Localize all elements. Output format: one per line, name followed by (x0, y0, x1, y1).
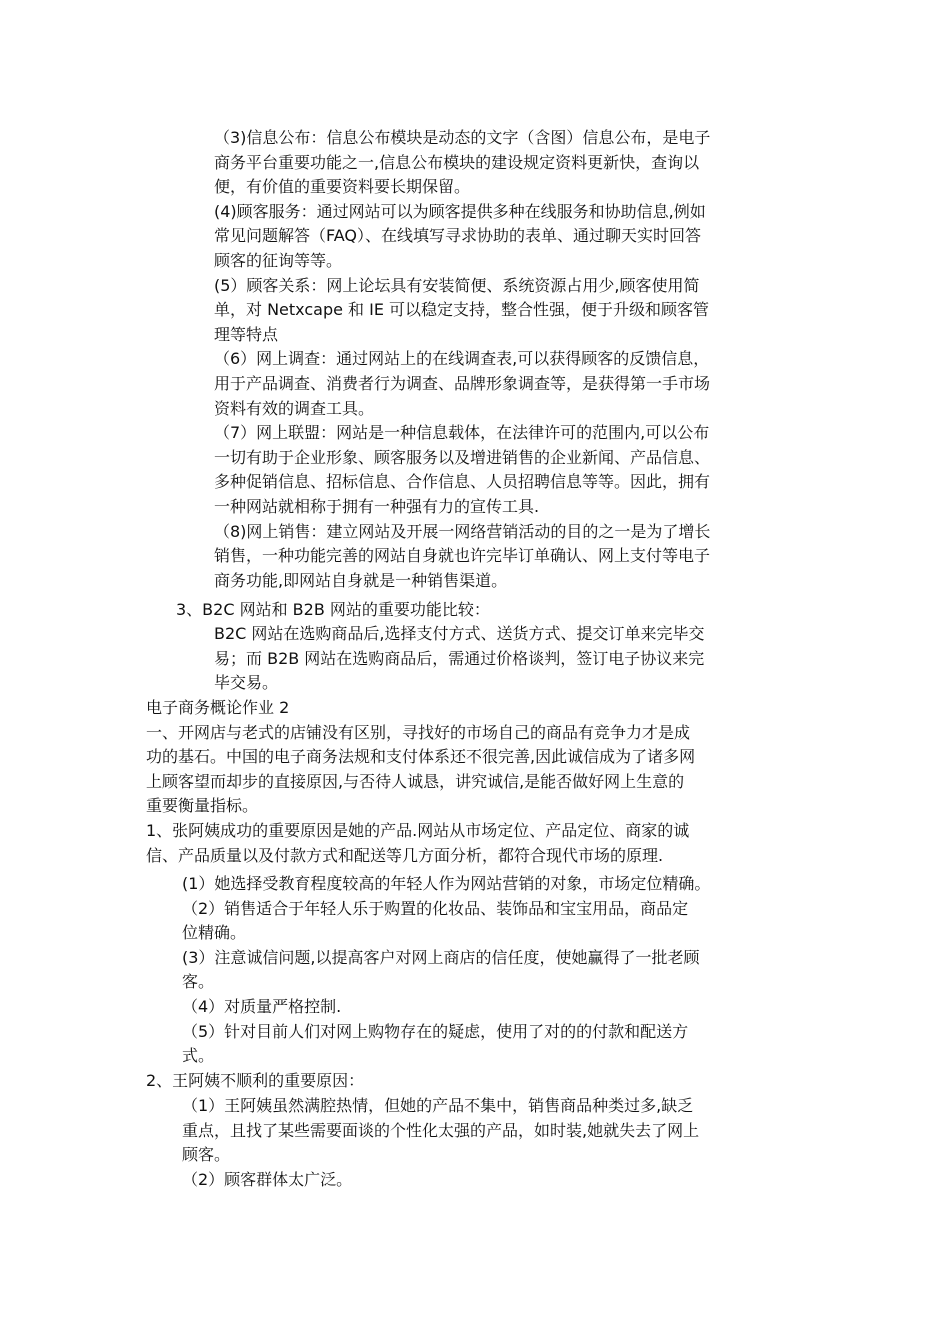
text-line: 商务功能,即网站自身就是一种销售渠道。 (214, 570, 508, 590)
text-line: (5）顾客关系：网上论坛具有安装简便、系统资源占用少,顾客使用简 (214, 275, 700, 295)
website-functions-section (214, 126, 814, 593)
text-line: 便，有价值的重要资料要长期保留。 (214, 177, 471, 197)
text-line: 重要衡量指标。 (146, 796, 259, 816)
text-line: 信、产品质量以及付款方式和配送等几方面分析，都符合现代市场的原理. (146, 845, 664, 865)
text-line: 单，对 Netxcape 和 IE 可以稳定支持，整合性强，便于升级和顾客管 (214, 300, 710, 320)
list-item: （5）针对目前人们对网上购物存在的疑虑，使用了对的的付款和配送方 (182, 1021, 689, 1041)
list-item: 客。 (182, 972, 215, 992)
text-line: （7）网上联盟：网站是一种信息载体，在法律许可的范围内,可以公布 (214, 423, 710, 443)
text-line: 上顾客望而却步的直接原因,与否待人诚恳，讲究诚信,是能否做好网上生意的 (146, 771, 685, 791)
text-line: （6）网上调查：通过网站上的在线调查表,可以获得顾客的反馈信息， (214, 349, 710, 369)
comparison-heading: 3、B2C 网站和 B2B 网站的重要功能比较： (176, 600, 490, 619)
list-item: 重点，且找了某些需要面谈的个性化太强的产品，如时装,她就失去了网上 (182, 1120, 700, 1140)
list-item: （2）销售适合于年轻人乐于购置的化妆品、装饰品和宝宝用品，商品定 (182, 898, 689, 918)
text-line: 毕交易。 (214, 673, 279, 693)
failure-heading-block (146, 1069, 826, 1094)
text-line: 一切有助于企业形象、顾客服务以及增进销售的企业新闻、产品信息、 (214, 447, 711, 467)
text-line: 理等特点 (214, 324, 279, 344)
success-reasons-list (182, 872, 822, 1069)
text-line: (4)顾客服务：通过网站可以为顾客提供多种在线服务和协助信息,例如 (214, 201, 706, 221)
text-line: 一、开网店与老式的店铺没有区别，寻找好的市场自己的商品有竞争力才是成 (146, 722, 691, 742)
list-item: 顾客。 (182, 1145, 231, 1165)
list-item: 位精确。 (182, 923, 247, 943)
list-item: (1）她选择受教育程度较高的年轻人作为网站营销的对象，市场定位精确。 (182, 874, 711, 893)
text-line: 销售，一种功能完善的网站自身就也许完毕订单确认、网上支付等电子 (214, 546, 711, 566)
failure-reasons-list (182, 1094, 822, 1192)
comparison-heading-block (176, 598, 816, 623)
list-item: （4）对质量严格控制. (182, 996, 342, 1016)
text-line: 易；而 B2B 网站在选购商品后，需通过价格谈判，签订电子协议来完 (214, 648, 705, 668)
list-item: 式。 (182, 1046, 215, 1066)
text-line: （3)信息公布：信息公布模块是动态的文字（含图）信息公布，是电子 (214, 128, 711, 147)
text-line: 顾客的征询等等。 (214, 250, 343, 270)
text-line: 用于产品调查、消费者行为调查、品牌形象调查等，是获得第一手市场 (214, 373, 711, 393)
text-line: （8)网上销售：建立网站及开展一网络营销活动的目的之一是为了增长 (214, 521, 711, 541)
text-line: 常见问题解答（FAQ）、在线填写寻求协助的表单、通过聊天实时回答 (214, 226, 701, 246)
list-item: (3）注意诚信问题,以提高客户对网上商店的信任度，使她赢得了一批老顾 (182, 947, 700, 967)
comparison-section (214, 622, 814, 696)
text-line: B2C 网站在选购商品后,选择支付方式、送货方式、提交订单来完毕交 (214, 624, 705, 643)
list-item: （2）顾客群体太广泛。 (182, 1169, 353, 1189)
text-line: 1、张阿姨成功的重要原因是她的产品.网站从市场定位、产品定位、商家的诚 (146, 820, 690, 840)
list-item: （1）王阿姨虽然满腔热情，但她的产品不集中，销售商品种类过多,缺乏 (182, 1096, 694, 1115)
text-line: 资料有效的调查工具。 (214, 398, 375, 418)
text-line: 多种促销信息、招标信息、合作信息、人员招聘信息等等。因此，拥有 (214, 472, 711, 492)
text-line: 一种网站就相称于拥有一种强有力的宣传工具. (214, 496, 540, 516)
text-line: 商务平台重要功能之一,信息公布模块的建设规定资料更新快，查询以 (214, 152, 700, 172)
text-line: 功的基石。中国的电子商务法规和支付体系还不很完善,因此诚信成为了诸多网 (146, 747, 696, 767)
assignment-title: 电子商务概论作业 2 (146, 698, 290, 717)
assignment-2-section (146, 696, 826, 868)
failure-heading: 2、王阿姨不顺利的重要原因： (146, 1071, 365, 1090)
